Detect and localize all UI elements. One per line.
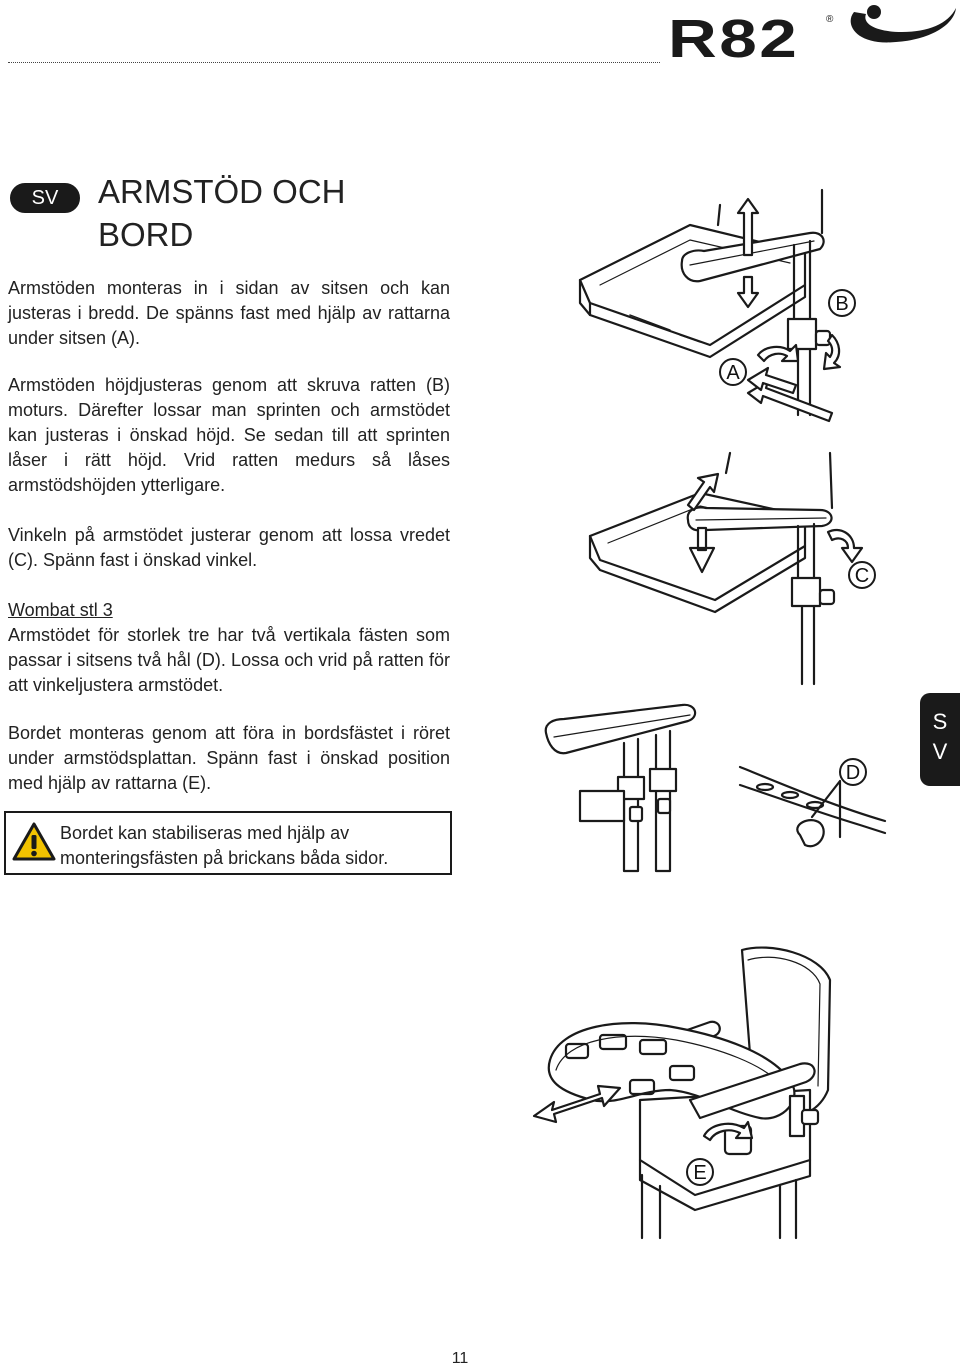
header-dotted-rule xyxy=(8,62,660,63)
warning-box xyxy=(4,811,452,875)
figure-label-c: C xyxy=(854,565,870,587)
wombat-section xyxy=(8,598,450,698)
figure-label-b: B xyxy=(835,293,849,315)
paragraph-height-adjustment: Armstöden höjdjusteras genom att skruva ratten (B) moturs. Därefter lossar man sprinten och armstödet kan justeras i önskad höjd. Se sedan till att sprinten låser i rätt höjd. Vrid ratten medurs så låses armstödshöjden ytterligare. xyxy=(8,375,450,495)
figure-wombat-armrest xyxy=(540,695,890,880)
paragraph-mounting: Armstöden monteras in i sidan av sitsen och kan justeras i bredd. De spänns fast med hjälp av rattarna under sitsen (A). xyxy=(8,278,450,348)
page-number: 11 xyxy=(451,1350,469,1367)
warning-text: Bordet kan stabiliseras med hjälp av monteringsfästen på brickans båda sidor. xyxy=(60,823,389,868)
language-code-badge: SV xyxy=(10,183,80,213)
figure-label-e: E xyxy=(693,1162,707,1184)
side-tab-letter: V xyxy=(932,739,948,764)
figure-label-a: A xyxy=(726,362,740,384)
paragraph-angle-adjustment: Vinkeln på armstödet justerar genom att lossa vredet (C). Spänn fast i önskad vinkel. xyxy=(8,525,450,570)
r82-logo xyxy=(668,2,960,70)
figure-label-d: D xyxy=(845,762,861,784)
figure-armrest-angle xyxy=(580,448,880,688)
page-title: ARMSTÖD OCH BORD xyxy=(98,173,346,253)
side-tab-letter: S xyxy=(932,709,948,734)
logo-swirl-icon xyxy=(836,2,960,50)
wombat-title: Wombat stl 3 xyxy=(8,600,113,620)
warning-triangle-icon xyxy=(12,821,56,863)
registered-mark: ® xyxy=(826,14,834,25)
figure-table-mounting xyxy=(520,940,850,1240)
figure-armrest-height xyxy=(570,185,860,425)
language-side-tab xyxy=(920,693,960,786)
logo-text: R82 xyxy=(668,9,800,69)
wombat-text: Armstödet för storlek tre har två vertikala fästen som passar i sitsens två hål (D). Lossa och vrid på ratten för att vinkeljustera armstödet. xyxy=(8,625,450,695)
paragraph-table-mounting: Bordet monteras genom att föra in bordsfästet i röret under armstödsplattan. Spänn fast i önskad position med hjälp av rattarna (E). xyxy=(8,723,450,793)
